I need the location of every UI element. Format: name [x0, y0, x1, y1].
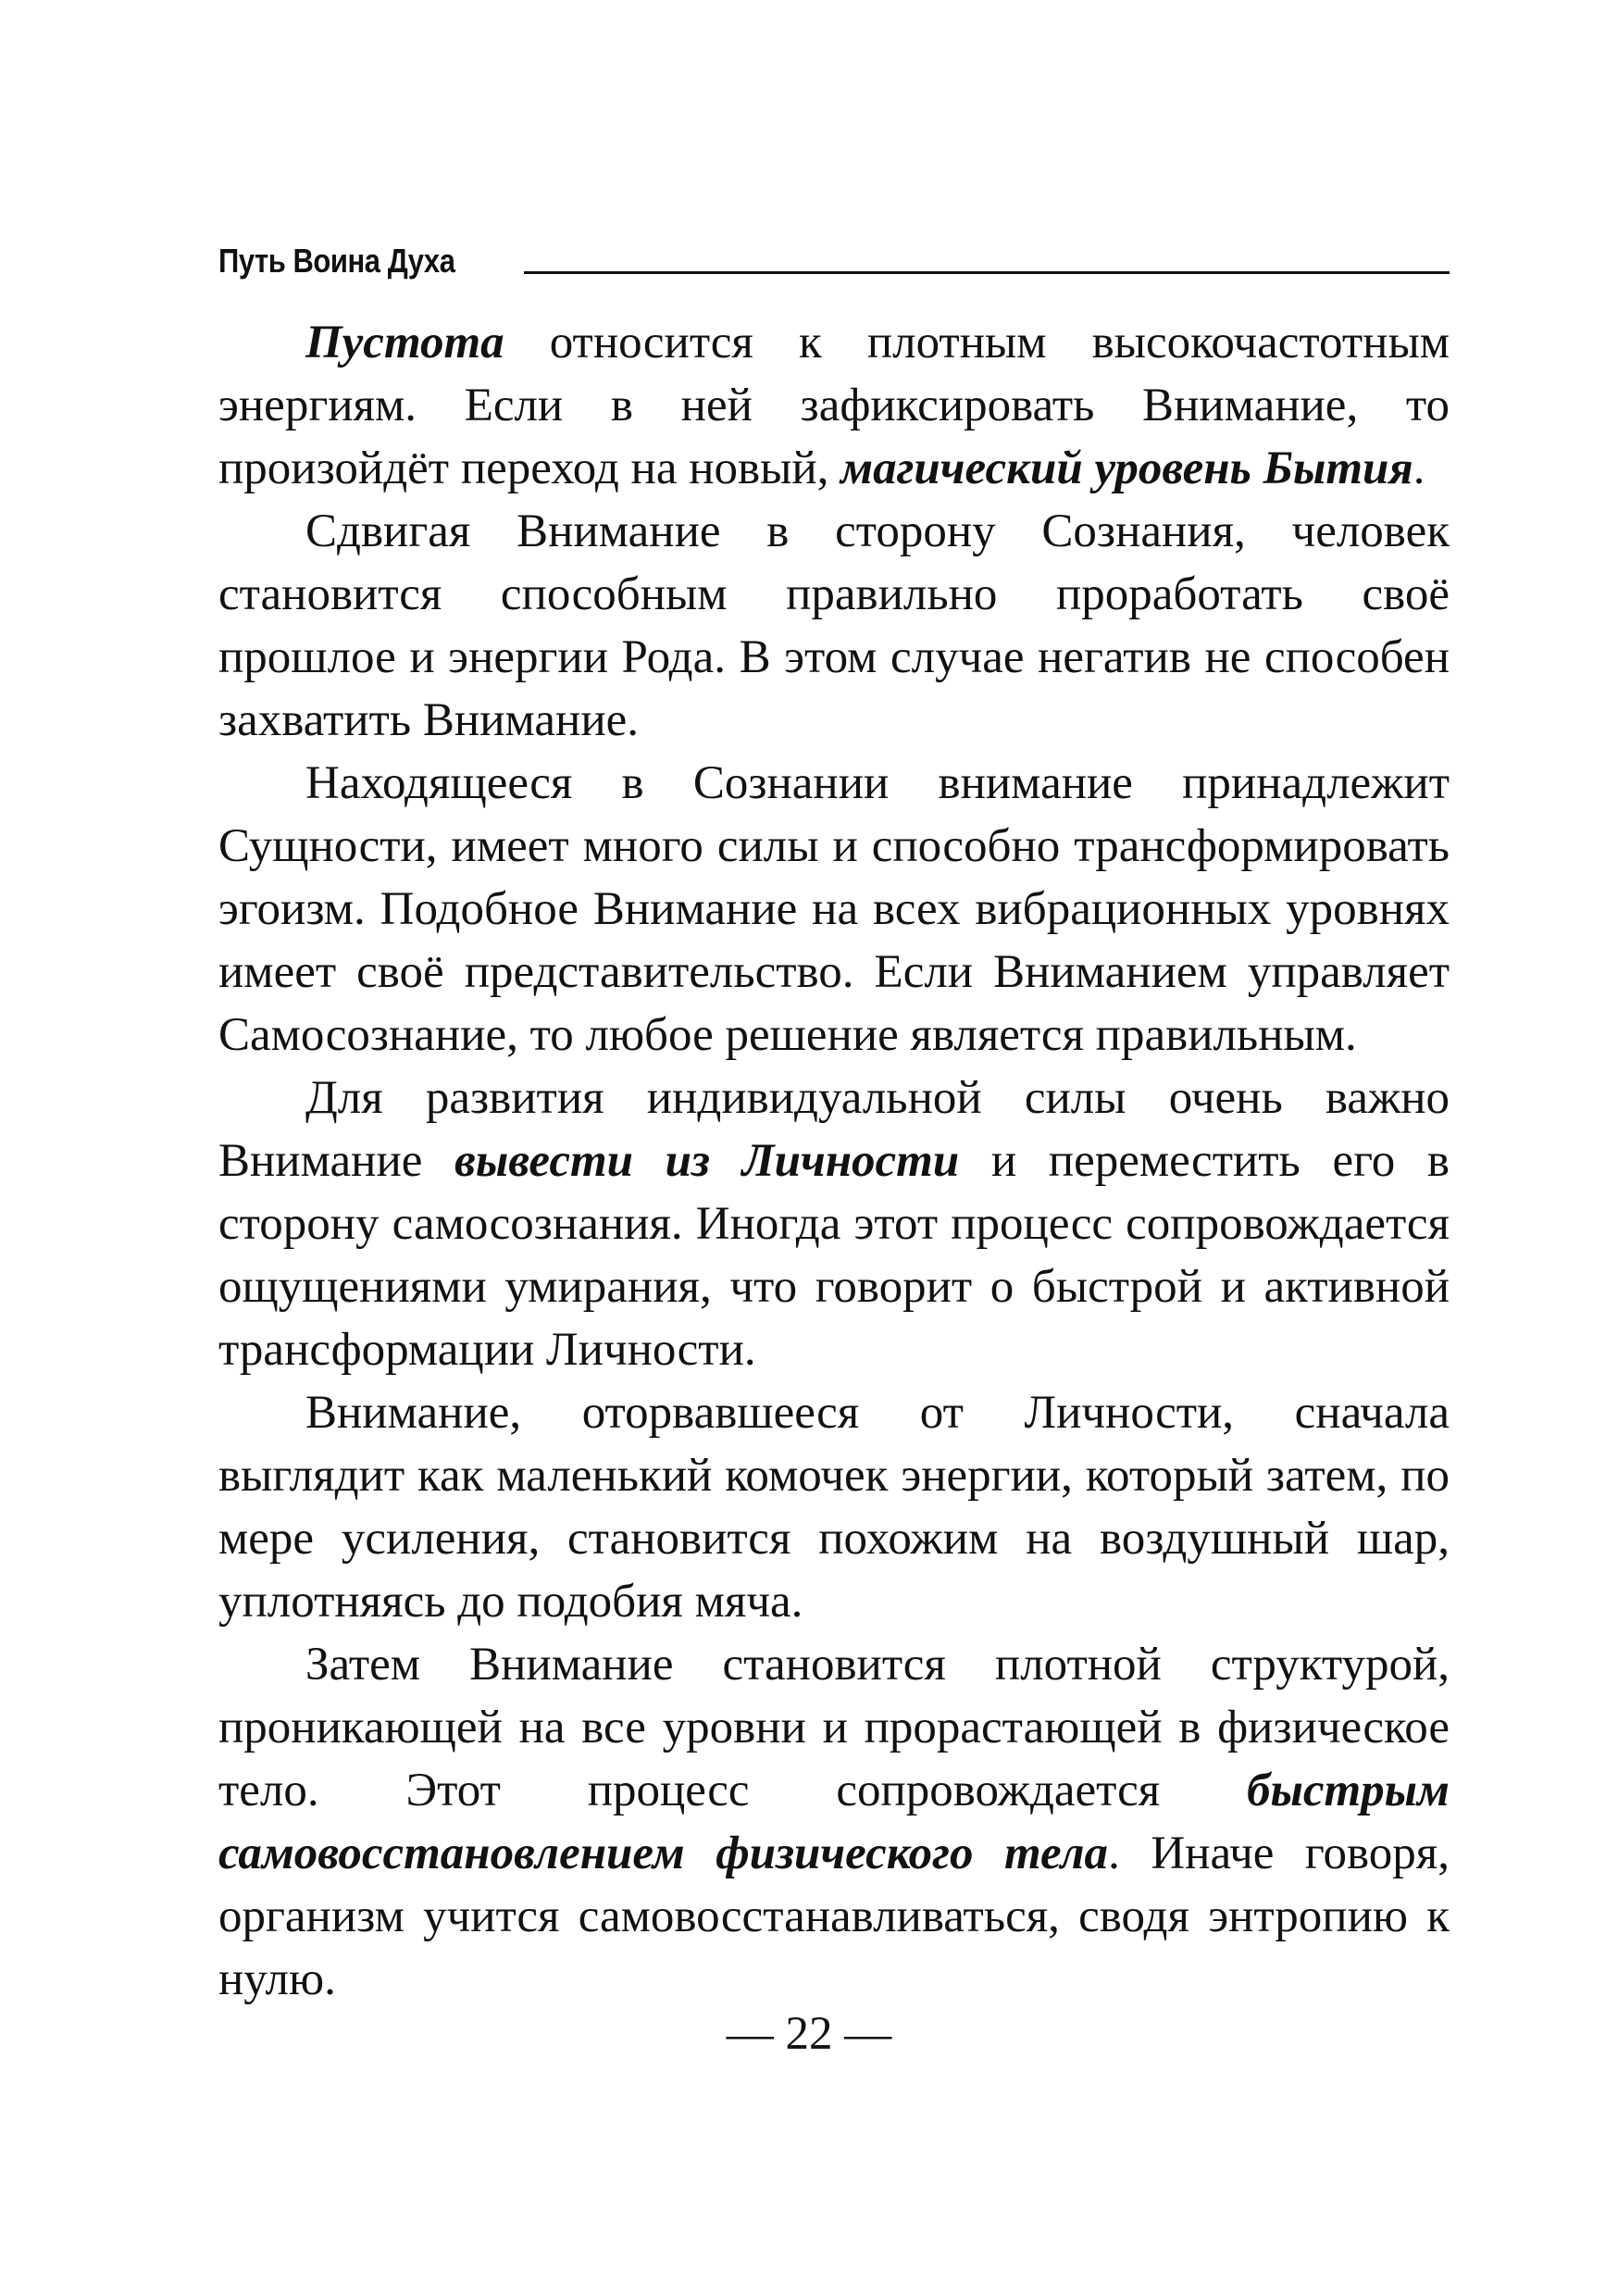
- paragraph: Затем Внимание становится плотной структурой, проникающей на все уровни и прорастающей в физическое тело. Этот процесс сопровождается быстрым самовосстановлением физического тела. Иначе говоря, организм учится самовосстанавливаться, сводя энтропию к нулю.: [218, 1639, 1450, 2005]
- paragraph: Для развития индивидуальной силы очень важно Внимание вывести из Личности и переместить его в сторону самосознания. Иногда этот процесс сопровождается ощущениями умирания, что говорит о быстрой и активной трансформации Личности.: [218, 1072, 1450, 1376]
- page-number: — 22 —: [726, 2008, 892, 2060]
- header-rule: [524, 271, 1450, 274]
- running-header: [218, 230, 1450, 278]
- book-title: Путь Воина Духа: [218, 242, 455, 280]
- emphasis: магический уровень Бытия: [840, 443, 1413, 494]
- paragraph: Внимание, оторвавшееся от Личности, сначала выглядит как маленький комочек энергии, который затем, по мере усиления, становится похожим на воздушный шар, уплотняясь до подобия мяча.: [218, 1387, 1450, 1628]
- body-text: [218, 311, 1450, 2011]
- emphasis: вывести из Личности: [454, 1135, 960, 1187]
- paragraph: Находящееся в Сознании внимание принадлежит Сущности, имеет много силы и способно трансформировать эгоизм. Подобное Внимание на всех вибрационных уровнях имеет своё представительство. Если Вниманием управляет Самосознание, то любое решение является правильным.: [218, 757, 1450, 1061]
- paragraph: Пустота относится к плотным высокочастотным энергиям. Если в ней зафиксировать Внимание, то произойдёт переход на новый, магический уровень Бытия.: [218, 317, 1450, 494]
- paragraph: Сдвигая Внимание в сторону Сознания, человек становится способным правильно проработать своё прошлое и энергии Рода. В этом случае негатив не способен захватить Внимание.: [218, 505, 1450, 746]
- emphasis: Пустота: [305, 317, 504, 368]
- emphasis: быстрым самовосстановлением физического тела: [218, 1765, 1450, 1879]
